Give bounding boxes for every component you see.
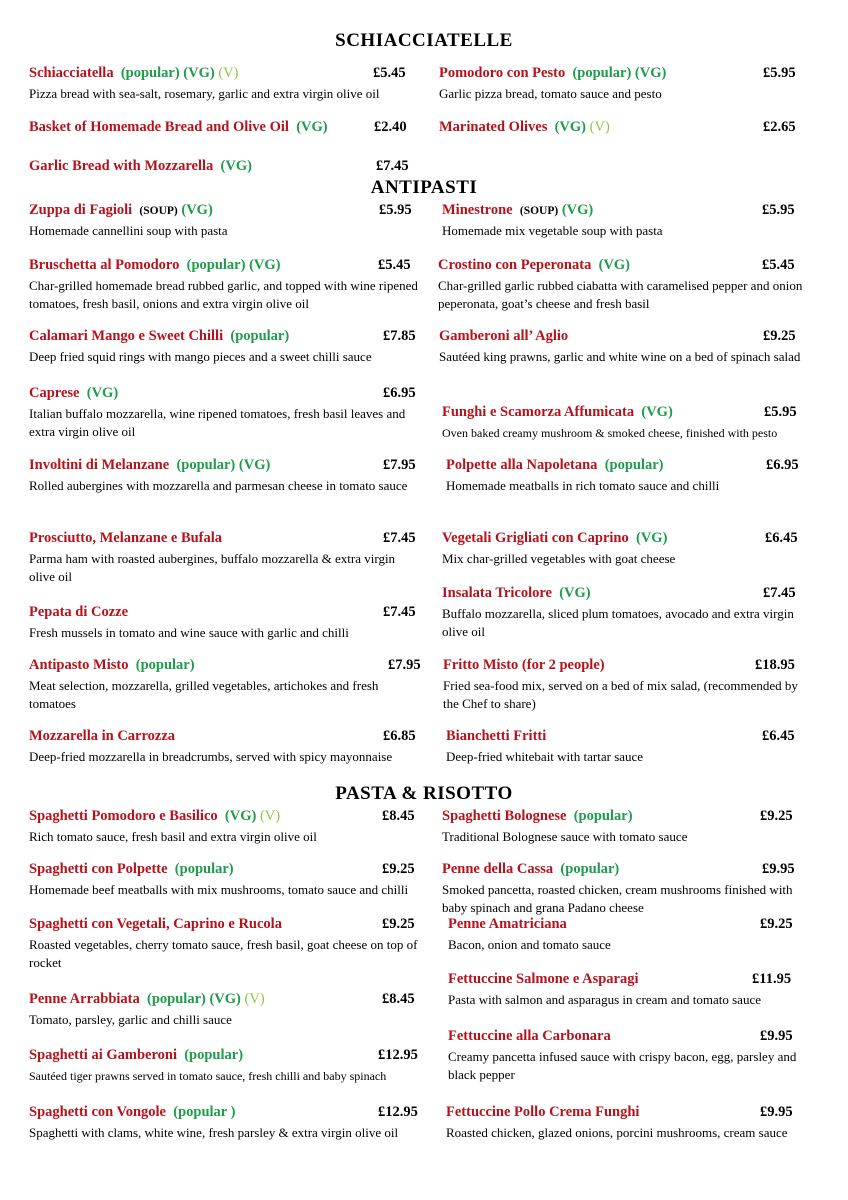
item-description: Buffalo mozzarella, sliced plum tomatoes, avocado and extra virgin olive oil bbox=[442, 606, 794, 639]
menu-item-spaghetti-con-vongole bbox=[29, 1104, 439, 1142]
item-price: £5.45 bbox=[373, 65, 406, 81]
item-title-line bbox=[29, 530, 421, 549]
item-description: Roasted chicken, glazed onions, porcini mushrooms, cream sauce bbox=[446, 1125, 788, 1140]
item-tag-vg: (VG) bbox=[86, 385, 119, 401]
item-title-line bbox=[446, 728, 821, 747]
menu-item-fettuccine-salmone-e-asparagi bbox=[448, 971, 818, 1009]
section-heading-pasta-risotto: PASTA & RISOTTO bbox=[335, 783, 513, 804]
item-price: £11.95 bbox=[752, 971, 792, 987]
item-description: Creamy pancetta infused sauce with crispy bacon, egg, parsley and black pepper bbox=[448, 1049, 797, 1082]
item-tag-vg: (VG) bbox=[183, 65, 215, 81]
item-title-line bbox=[29, 991, 421, 1010]
item-price: £6.45 bbox=[765, 530, 798, 546]
item-name: Vegetali Grigliati con Caprino bbox=[442, 530, 629, 546]
item-name: Fritto Misto (for 2 people) bbox=[443, 657, 605, 673]
item-tag-vg: (VG) bbox=[249, 257, 281, 273]
item-title-line bbox=[29, 604, 421, 623]
item-tag-popular: (popular) bbox=[176, 457, 236, 473]
item-tag-v: (V) bbox=[589, 119, 610, 135]
item-name: Penne Amatriciana bbox=[448, 916, 567, 932]
item-name: Penne della Cassa bbox=[442, 861, 554, 877]
menu-item-basket-of-homemade-bread-and-olive-oil bbox=[29, 119, 419, 138]
item-description: Homemade cannellini soup with pasta bbox=[29, 223, 228, 238]
menu-item-fettuccine-alla-carbonara bbox=[448, 1028, 813, 1084]
item-tag-vg: (VG) bbox=[209, 991, 241, 1007]
item-tag-popular: (popular) bbox=[230, 328, 290, 344]
item-name: Insalata Tricolore bbox=[442, 585, 552, 601]
item-name: Marinated Olives bbox=[439, 119, 548, 135]
menu-item-spaghetti-ai-gamberoni bbox=[29, 1047, 421, 1085]
item-price: £9.95 bbox=[762, 861, 795, 877]
menu-item-pepata-di-cozze bbox=[29, 604, 421, 642]
menu-item-garlic-bread-with-mozzarella bbox=[29, 158, 419, 177]
item-description: Fried sea-food mix, served on a bed of mix salad, (recommended by the Chef to share) bbox=[443, 678, 798, 711]
item-price: £7.85 bbox=[383, 328, 416, 344]
item-name: Crostino con Peperonata bbox=[438, 257, 592, 273]
item-description: Sautéed tiger prawns served in tomato sauce, fresh chilli and baby spinach bbox=[29, 1069, 387, 1083]
item-description: Homemade meatballs in rich tomato sauce and chilli bbox=[446, 478, 720, 493]
item-tag-vg: (VG) bbox=[238, 457, 271, 473]
item-price: £9.95 bbox=[760, 1028, 793, 1044]
item-description: Sautéed king prawns, garlic and white wine on a bed of spinach salad bbox=[439, 349, 801, 364]
item-name: Mozzarella in Carrozza bbox=[29, 728, 176, 744]
item-description: Homemade beef meatballs with mix mushrooms, tomato sauce and chilli bbox=[29, 882, 409, 897]
item-name: Pepata di Cozze bbox=[29, 604, 129, 620]
item-price: £5.95 bbox=[764, 404, 797, 420]
item-title-line bbox=[29, 119, 419, 138]
item-title-line bbox=[446, 457, 821, 476]
item-price: £8.45 bbox=[382, 991, 415, 1007]
item-tag-vg: (VG) bbox=[296, 119, 328, 135]
item-title-line bbox=[29, 385, 421, 404]
item-tag-popular: (popular) bbox=[147, 991, 206, 1007]
item-title-line bbox=[446, 1104, 811, 1123]
item-name: Gamberoni all’ Aglio bbox=[439, 328, 569, 344]
item-title-line bbox=[29, 257, 421, 276]
item-title-line bbox=[443, 657, 813, 676]
item-price: £9.25 bbox=[382, 861, 415, 877]
item-price: £6.85 bbox=[383, 728, 416, 744]
item-tag-popular: (popular) bbox=[604, 457, 664, 473]
item-description: Meat selection, mozzarella, grilled vegetables, artichokes and fresh tomatoes bbox=[29, 678, 379, 711]
item-price: £2.65 bbox=[763, 119, 796, 135]
item-name: Spaghetti Pomodoro e Basilico bbox=[29, 808, 218, 824]
item-title-line bbox=[448, 916, 818, 935]
item-title-line bbox=[439, 119, 819, 138]
item-price: £7.45 bbox=[376, 158, 409, 174]
item-name: Involtini di Melanzane bbox=[29, 457, 170, 473]
menu-item-funghi-e-scamorza-affumicata bbox=[442, 404, 822, 442]
item-description: Rolled aubergines with mozzarella and parmesan cheese in tomato sauce bbox=[29, 478, 408, 493]
item-name: Fettuccine alla Carbonara bbox=[448, 1028, 611, 1044]
menu-item-schiacciatella bbox=[29, 65, 419, 103]
menu-item-polpette-alla-napoletana bbox=[446, 457, 821, 495]
item-name: Funghi e Scamorza Affumicata bbox=[442, 404, 635, 420]
item-tag-popular: (popular) bbox=[135, 657, 195, 673]
menu-item-spaghetti-bolognese bbox=[442, 808, 822, 846]
item-name: Caprese bbox=[29, 385, 80, 401]
item-name: Garlic Bread with Mozzarella bbox=[29, 158, 214, 174]
menu-item-zuppa-di-fagioli bbox=[29, 202, 421, 240]
item-title-line bbox=[448, 971, 818, 990]
item-tag-popular: (popular ) bbox=[173, 1104, 236, 1120]
item-title-line bbox=[29, 1104, 439, 1123]
item-price: £5.45 bbox=[378, 257, 411, 273]
section-heading-schiacciatelle: SCHIACCIATELLE bbox=[335, 30, 513, 51]
item-price: £12.95 bbox=[378, 1104, 418, 1120]
item-description: Fresh mussels in tomato and wine sauce with garlic and chilli bbox=[29, 625, 349, 640]
item-tag-popular: (popular) bbox=[186, 257, 246, 273]
menu-item-penne-amatriciana bbox=[448, 916, 818, 954]
menu-item-caprese bbox=[29, 385, 421, 441]
item-tag-vg: (VG) bbox=[181, 202, 213, 218]
item-price: £7.95 bbox=[388, 657, 421, 673]
item-tag-soup: (SOUP) bbox=[519, 205, 559, 217]
section-heading-antipasti: ANTIPASTI bbox=[370, 177, 478, 198]
menu-item-minestrone bbox=[442, 202, 817, 240]
item-price: £6.45 bbox=[762, 728, 795, 744]
item-description: Pizza bread with sea-salt, rosemary, garlic and extra virgin olive oil bbox=[29, 86, 380, 101]
item-tag-vg: (VG) bbox=[220, 158, 252, 174]
item-name: Spaghetti con Vegetali, Caprino e Rucola bbox=[29, 916, 282, 932]
item-title-line bbox=[442, 585, 822, 604]
item-tag-v: (V) bbox=[259, 808, 281, 824]
item-description: Rich tomato sauce, fresh basil and extra virgin olive oil bbox=[29, 829, 317, 844]
item-name: Spaghetti con Polpette bbox=[29, 861, 168, 877]
item-tag-vg: (VG) bbox=[561, 202, 594, 218]
menu-item-fritto-misto-for-2-people bbox=[443, 657, 813, 713]
item-description: Traditional Bolognese sauce with tomato sauce bbox=[442, 829, 688, 844]
item-tag-vg: (VG) bbox=[598, 257, 630, 273]
item-name: Prosciutto, Melanzane e Bufala bbox=[29, 530, 223, 546]
menu-item-penne-arrabbiata bbox=[29, 991, 421, 1029]
item-description: Mix char-grilled vegetables with goat cheese bbox=[442, 551, 676, 566]
menu-item-pomodoro-con-pesto bbox=[439, 65, 819, 103]
item-title-line bbox=[29, 861, 421, 880]
item-description: Garlic pizza bread, tomato sauce and pesto bbox=[439, 86, 662, 101]
item-name: Fettuccine Salmone e Asparagi bbox=[448, 971, 639, 987]
menu-item-mozzarella-in-carrozza bbox=[29, 728, 431, 766]
item-title-line bbox=[29, 158, 419, 177]
item-price: £5.95 bbox=[379, 202, 412, 218]
menu-item-marinated-olives bbox=[439, 119, 819, 138]
item-price: £12.95 bbox=[378, 1047, 418, 1063]
item-name: Zuppa di Fagioli bbox=[29, 202, 133, 218]
item-title-line bbox=[442, 404, 822, 423]
item-title-line bbox=[29, 916, 421, 935]
item-title-line bbox=[442, 530, 822, 549]
item-tag-vg: (VG) bbox=[641, 404, 673, 420]
menu-item-spaghetti-con-vegetali-caprino-e-rucola bbox=[29, 916, 421, 972]
item-tag-popular: (popular) bbox=[573, 808, 633, 824]
item-description: Roasted vegetables, cherry tomato sauce, fresh basil, goat cheese on top of rocket bbox=[29, 937, 418, 970]
menu-item-spaghetti-pomodoro-e-basilico bbox=[29, 808, 421, 846]
item-name: Bianchetti Fritti bbox=[446, 728, 547, 744]
item-price: £9.25 bbox=[760, 916, 793, 932]
item-price: £9.25 bbox=[382, 916, 415, 932]
item-name: Spaghetti con Vongole bbox=[29, 1104, 166, 1120]
menu-item-fettuccine-pollo-crema-funghi bbox=[446, 1104, 811, 1142]
menu-item-spaghetti-con-polpette bbox=[29, 861, 421, 899]
item-tag-vg: (VG) bbox=[636, 530, 668, 546]
item-title-line bbox=[29, 808, 421, 827]
item-name: Schiacciatella bbox=[29, 65, 114, 81]
item-name: Spaghetti Bolognese bbox=[442, 808, 567, 824]
menu-item-antipasto-misto bbox=[29, 657, 421, 713]
item-title-line bbox=[29, 202, 421, 221]
item-description: Pasta with salmon and asparagus in cream and tomato sauce bbox=[448, 992, 761, 1007]
item-tag-popular: (popular) bbox=[120, 65, 180, 81]
item-price: £9.95 bbox=[760, 1104, 793, 1120]
item-title-line bbox=[439, 65, 819, 84]
item-title-line bbox=[29, 328, 421, 347]
item-title-line bbox=[442, 861, 812, 880]
item-name: Penne Arrabbiata bbox=[29, 991, 140, 1007]
item-name: Calamari Mango e Sweet Chilli bbox=[29, 328, 224, 344]
item-tag-soup: (SOUP) bbox=[139, 205, 178, 217]
item-name: Basket of Homemade Bread and Olive Oil bbox=[29, 119, 289, 135]
item-name: Pomodoro con Pesto bbox=[439, 65, 566, 81]
item-tag-popular: (popular) bbox=[184, 1047, 244, 1063]
item-name: Fettuccine Pollo Crema Funghi bbox=[446, 1104, 640, 1120]
menu-item-bruschetta-al-pomodoro bbox=[29, 257, 421, 313]
item-description: Parma ham with roasted aubergines, buffalo mozzarella & extra virgin olive oil bbox=[29, 551, 396, 584]
item-tag-popular: (popular) bbox=[174, 861, 234, 877]
item-name: Bruschetta al Pomodoro bbox=[29, 257, 180, 273]
item-name: Polpette alla Napoletana bbox=[446, 457, 598, 473]
item-price: £7.45 bbox=[383, 604, 416, 620]
item-tag-vg: (VG) bbox=[554, 119, 587, 135]
item-tag-v: (V) bbox=[244, 991, 265, 1007]
item-price: £5.95 bbox=[762, 202, 795, 218]
item-description: Deep-fried whitebait with tartar sauce bbox=[446, 749, 644, 764]
item-price: £6.95 bbox=[383, 385, 416, 401]
item-price: £2.40 bbox=[374, 119, 407, 135]
item-price: £9.25 bbox=[760, 808, 793, 824]
item-price: £7.95 bbox=[383, 457, 416, 473]
item-title-line bbox=[439, 328, 819, 347]
menu-item-gamberoni-all-aglio bbox=[439, 328, 819, 366]
item-tag-popular: (popular) bbox=[560, 861, 620, 877]
item-description: Deep fried squid rings with mango pieces and a sweet chilli sauce bbox=[29, 349, 372, 364]
item-title-line bbox=[438, 257, 818, 276]
item-description: Bacon, onion and tomato sauce bbox=[448, 937, 611, 952]
menu-item-bianchetti-fritti bbox=[446, 728, 821, 766]
item-tag-popular: (popular) bbox=[572, 65, 632, 81]
item-description: Smoked pancetta, roasted chicken, cream mushrooms finished with baby spinach and grana Padano cheese bbox=[442, 882, 793, 915]
item-price: £18.95 bbox=[755, 657, 795, 673]
menu-item-involtini-di-melanzane bbox=[29, 457, 421, 495]
item-description: Deep-fried mozzarella in breadcrumbs, served with spicy mayonnaise bbox=[29, 749, 393, 764]
menu-item-vegetali-grigliati-con-caprino bbox=[442, 530, 822, 568]
item-tag-vg: (VG) bbox=[634, 65, 667, 81]
item-name: Minestrone bbox=[442, 202, 513, 218]
item-tag-vg: (VG) bbox=[559, 585, 591, 601]
item-title-line bbox=[29, 457, 421, 476]
menu-item-insalata-tricolore bbox=[442, 585, 822, 641]
item-title-line bbox=[442, 808, 822, 827]
item-description: Char-grilled homemade bread rubbed garlic, and topped with wine ripened tomatoes, fresh basil, onions and extra virgin olive oil bbox=[29, 278, 418, 311]
item-name: Spaghetti ai Gamberoni bbox=[29, 1047, 177, 1063]
item-price: £7.45 bbox=[763, 585, 796, 601]
item-tag-v: (V) bbox=[218, 65, 239, 81]
item-description: Italian buffalo mozzarella, wine ripened tomatoes, fresh basil leaves and extra virgin olive oil bbox=[29, 406, 406, 439]
item-tag-vg: (VG) bbox=[224, 808, 257, 824]
item-title-line bbox=[29, 1047, 421, 1066]
item-name: Antipasto Misto bbox=[29, 657, 129, 673]
menu-item-crostino-con-peperonata bbox=[438, 257, 818, 313]
item-description: Spaghetti with clams, white wine, fresh parsley & extra virgin olive oil bbox=[29, 1125, 399, 1140]
item-price: £9.25 bbox=[763, 328, 796, 344]
item-price: £8.45 bbox=[382, 808, 415, 824]
item-description: Char-grilled garlic rubbed ciabatta with caramelised pepper and onion peperonata, goat’s cheese and fresh basil bbox=[438, 278, 803, 311]
menu-item-penne-della-cassa bbox=[442, 861, 812, 917]
item-description: Homemade mix vegetable soup with pasta bbox=[442, 223, 663, 238]
item-price: £6.95 bbox=[766, 457, 799, 473]
item-title-line bbox=[448, 1028, 813, 1047]
item-price: £7.45 bbox=[383, 530, 416, 546]
menu-item-calamari-mango-e-sweet-chilli bbox=[29, 328, 421, 366]
item-title-line bbox=[29, 657, 421, 676]
menu-item-prosciutto-melanzane-e-bufala bbox=[29, 530, 421, 586]
item-price: £5.45 bbox=[762, 257, 795, 273]
item-title-line bbox=[29, 728, 431, 747]
item-title-line bbox=[442, 202, 817, 221]
item-price: £5.95 bbox=[763, 65, 796, 81]
item-description: Tomato, parsley, garlic and chilli sauce bbox=[29, 1012, 232, 1027]
item-description: Oven baked creamy mushroom & smoked cheese, finished with pesto bbox=[442, 426, 778, 440]
item-title-line bbox=[29, 65, 419, 84]
